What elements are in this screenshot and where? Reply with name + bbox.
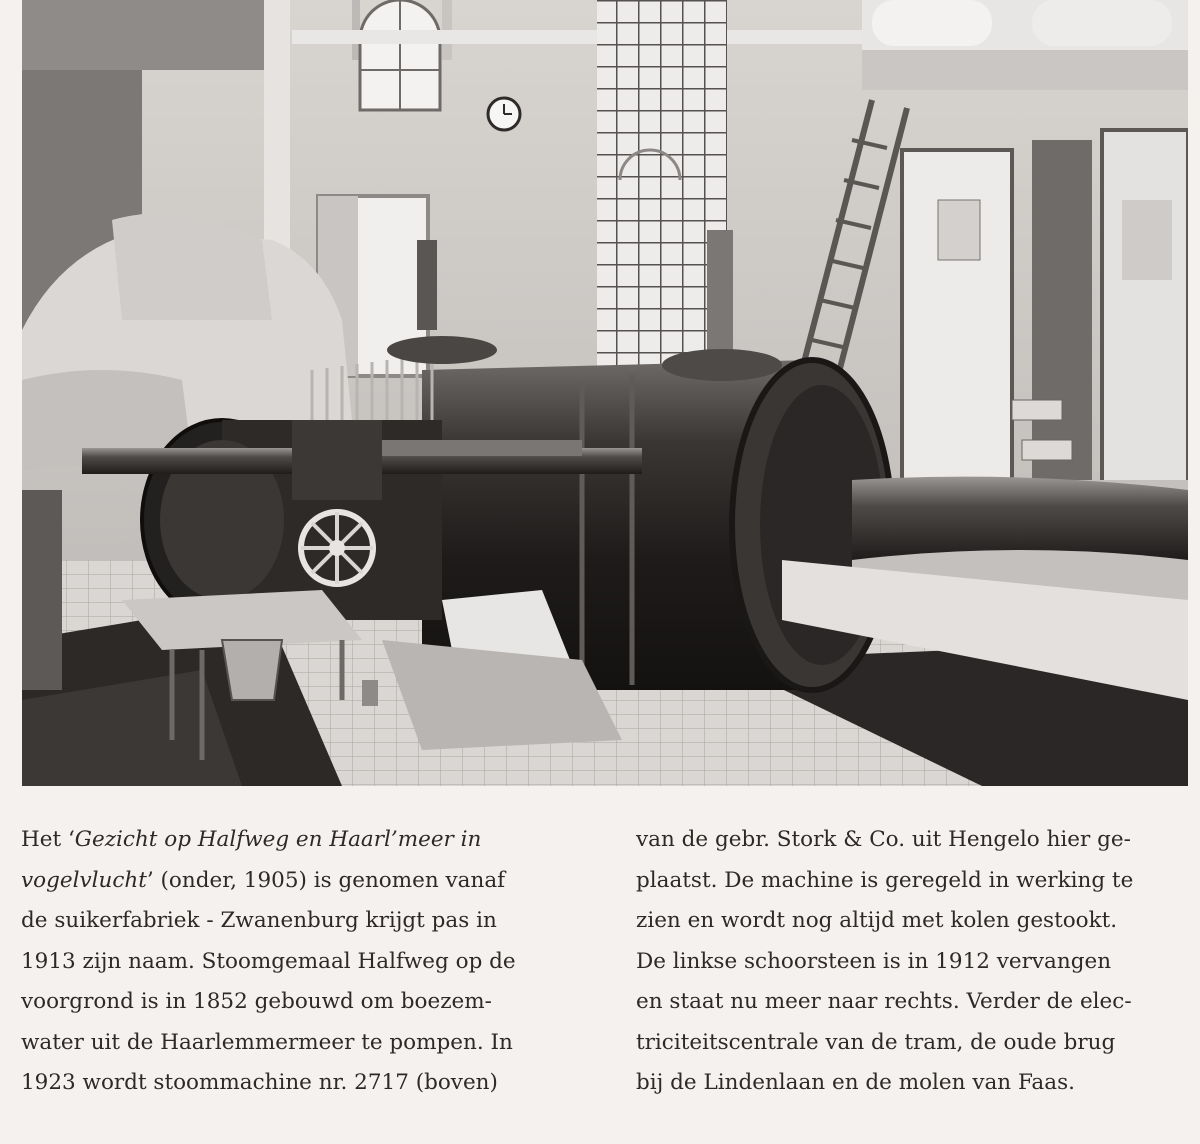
steam-engine-photo (22, 0, 1188, 786)
caption-line: van de gebr. Stork & Co. uit Hengelo hier ge- (636, 827, 1131, 852)
caption-line: de suikerfabriek - Zwanenburg krijgt pas in (21, 908, 497, 933)
caption-line: zien en wordt nog altijd met kolen gestookt. (636, 908, 1118, 933)
caption-line: en staat nu meer naar rechts. Verder de elec- (636, 989, 1132, 1014)
caption-left-column (21, 820, 581, 1104)
caption-line: water uit de Haarlemmermeer te pompen. In (21, 1029, 513, 1055)
caption-line: 1913 zijn naam. Stoomgemaal Halfweg op de (21, 948, 516, 974)
caption-line: voorgrond is in 1852 gebouwd om boezem- (21, 989, 492, 1014)
caption-line: triciteitscentrale van de tram, de oude brug (636, 1029, 1116, 1055)
caption-line: 1923 wordt stoommachine nr. 2717 (boven) (21, 1070, 498, 1095)
caption-line: bij de Lindenlaan en de molen van Faas. (636, 1070, 1075, 1095)
caption-line: vogelvlucht’ (onder, 1905) is genomen vanaf (21, 867, 506, 893)
caption-line: De linkse schoorsteen is in 1912 vervangen (636, 948, 1112, 974)
caption-line: plaatst. De machine is geregeld in werking te (636, 867, 1134, 893)
caption-line: Het ‘Gezicht op Halfweg en Haarl’meer in (21, 827, 482, 852)
caption-right-column (636, 820, 1176, 1104)
